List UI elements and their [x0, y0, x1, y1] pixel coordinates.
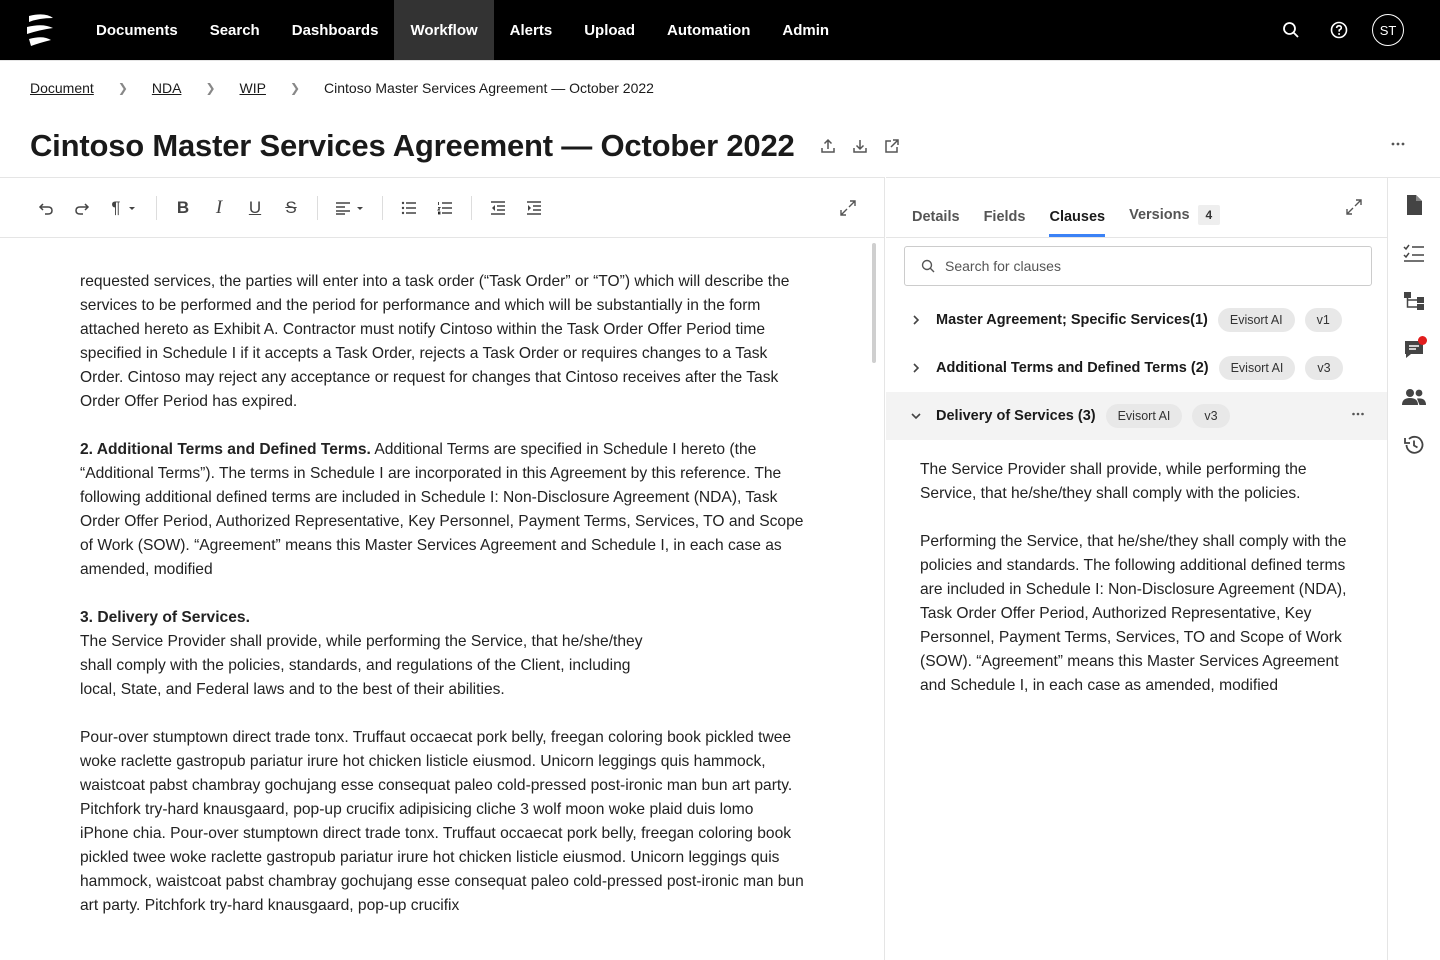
clause-row[interactable] — [886, 344, 1387, 392]
checklist-icon[interactable] — [1399, 238, 1429, 268]
avatar[interactable]: ST — [1372, 14, 1404, 46]
caret-down-icon — [355, 203, 365, 213]
hierarchy-icon[interactable] — [1399, 286, 1429, 316]
clause-search[interactable] — [904, 246, 1372, 286]
bulleted-list-icon[interactable] — [391, 190, 427, 226]
breadcrumb-nda[interactable]: NDA — [151, 79, 182, 96]
notification-dot — [1418, 336, 1427, 345]
doc-paragraph — [80, 438, 805, 582]
editor-toolbar — [0, 178, 884, 238]
clause-paragraph: Performing the Service, that he/she/they shall comply with the policies and standards. The following additional defined terms are included in Schedule I: Non-Disclosure Agreement (NDA), Task Order Offer Period, Authorized Representative, Key Personnel, Payment Terms, Services, TO and Scope of Work (SOW). “Agreement” means this Master Services Agreement and Schedule I, in each case as amended, modified — [920, 533, 1347, 694]
paragraph-text: Additional Terms are specified in Schedule I hereto (the “Additional Terms”). The terms in Schedule I are incorporated in this Agreement by this reference. The following additional defined terms are included in Schedule I: Non-Disclosure Agreement (NDA), Task Order Offer Period, Authorized Representative, Key Personnel, Payment Terms, Services, TO and Scope of Work (SOW). “Agreement” means this Master Services Agreement and Schedule I, in each case as amended, modified — [80, 441, 804, 578]
doc-paragraph — [80, 726, 805, 918]
expand-icon[interactable] — [830, 190, 866, 226]
underline-icon[interactable]: U — [248, 197, 262, 217]
paragraph-style-dropdown[interactable] — [100, 190, 148, 226]
indent-icon[interactable] — [516, 190, 552, 226]
top-nav — [0, 0, 1440, 60]
version-badge: v1 — [1305, 308, 1342, 332]
outdent-icon[interactable] — [480, 190, 516, 226]
document-body[interactable] — [80, 270, 805, 942]
source-badge: Evisort AI — [1106, 404, 1183, 428]
breadcrumb-current: Cintoso Master Services Agreement — October 2022 — [324, 79, 654, 96]
nav-admin[interactable]: Admin — [782, 21, 830, 39]
people-icon[interactable] — [1399, 382, 1429, 412]
history-icon[interactable] — [1399, 430, 1429, 460]
caret-down-icon — [127, 203, 137, 213]
nav-documents[interactable]: Documents — [96, 21, 178, 39]
expand-icon[interactable] — [1345, 198, 1363, 221]
breadcrumb-wip[interactable]: WIP — [239, 79, 266, 96]
editor-scrollbar[interactable] — [872, 243, 876, 363]
logo-icon[interactable] — [0, 0, 80, 60]
toolbar-divider — [471, 196, 472, 220]
version-badge: v3 — [1305, 356, 1342, 380]
paragraph-heading: 2. Additional Terms and Defined Terms. — [80, 441, 371, 458]
paragraph-heading: 3. Delivery of Services. — [80, 609, 250, 626]
paragraph-text: The Service Provider shall provide, while performing the Service, that he/she/they shall comply with the policies, standards, and regulations of the Client, including local, State, and Federal laws and to the best of their abilities. — [80, 633, 643, 698]
italic-icon[interactable]: I — [215, 196, 223, 218]
breadcrumb — [0, 60, 1440, 114]
numbered-list-icon[interactable] — [427, 190, 463, 226]
search-icon — [921, 259, 935, 273]
search-icon[interactable] — [1276, 15, 1306, 45]
search-input[interactable] — [945, 258, 1345, 274]
undo-icon[interactable] — [28, 190, 64, 226]
strikethrough-icon[interactable]: S — [285, 197, 297, 217]
clause-paragraph: The Service Provider shall provide, while performing the Service, that he/she/they shall comply with the policies. — [920, 461, 1307, 502]
doc-paragraph — [80, 270, 805, 414]
breadcrumb-document[interactable]: Document — [30, 79, 94, 96]
paragraph-text: requested services, the parties will enter into a task order (“Task Order” or “TO”) which will describe the services to be performed and the period for performance and which will be substantially in the form attached hereto as Exhibit A. Contractor must notify Cintoso within the Task Order Offer Period time specified in Schedule I if it accepts a Task Order, rejects a Task Order or requires changes to a Task Order. Cintoso may reject any acceptance or request for changes that Cintoso receives after the Task Order Offer Period has expired. — [80, 273, 790, 410]
clause-title: Master Agreement; Specific Services(1) — [936, 312, 1208, 328]
title-row — [0, 114, 1440, 178]
toolbar-divider — [317, 196, 318, 220]
more-options-icon[interactable] — [1351, 407, 1365, 426]
toolbar-divider — [382, 196, 383, 220]
paragraph-text: Pour-over stumptown direct trade tonx. Truffaut occaecat pork belly, freegan coloring book pickled twee woke raclette gastropub pariatur irure hot chicken listicle eiusmod. Unicorn leggings quis hammock, waistcoat pabst chambray gochujang esse consequat paleo cold-pressed post-ironic man bun art party. Pitchfork try-hard knausgaard, pop-up crucifix adipisicing cliche 3 wolf moon woke plaid duis lomo iPhone chia. Pour-over stumptown direct trade tonx. Truffaut occaecat pork belly, freegan coloring book pickled twee woke raclette gastropub pariatur irure hot chicken listicle eiusmod. Unicorn leggings quis hammock, waistcoat pabst chambray gochujang esse consequat paleo cold-pressed post-ironic man bun art party. Pitchfork try-hard knausgaard, pop-up crucifix — [80, 729, 804, 914]
clause-title: Additional Terms and Defined Terms (2) — [936, 360, 1209, 376]
comments-icon[interactable] — [1399, 334, 1429, 364]
source-badge: Evisort AI — [1218, 308, 1295, 332]
tab-details[interactable]: Details — [912, 209, 960, 225]
clause-body — [886, 440, 1387, 698]
clause-row[interactable] — [886, 296, 1387, 344]
download-icon[interactable] — [851, 137, 869, 155]
nav-alerts[interactable]: Alerts — [509, 21, 553, 39]
toolbar-divider — [156, 196, 157, 220]
nav-workflow[interactable]: Workflow — [394, 0, 493, 60]
editor-pane — [0, 177, 885, 960]
nav-automation[interactable]: Automation — [667, 21, 751, 39]
version-badge: v3 — [1192, 404, 1229, 428]
source-badge: Evisort AI — [1219, 356, 1296, 380]
share-upload-icon[interactable] — [819, 137, 837, 155]
nav-search[interactable]: Search — [209, 21, 260, 39]
chevron-right-icon: ❯ — [205, 80, 216, 95]
chevron-right-icon: ❯ — [117, 80, 128, 95]
clauses-panel — [886, 177, 1387, 960]
clause-title: Delivery of Services (3) — [936, 408, 1096, 424]
doc-paragraph — [80, 606, 670, 702]
panel-tabs — [886, 178, 1387, 238]
chevron-right-icon: ❯ — [289, 80, 301, 95]
tab-versions-label: Versions — [1129, 207, 1190, 223]
nav-dashboards[interactable]: Dashboards — [291, 21, 379, 39]
tab-fields[interactable]: Fields — [983, 209, 1026, 225]
redo-icon[interactable] — [64, 190, 100, 226]
clause-row-expanded[interactable] — [886, 392, 1387, 440]
bold-icon[interactable]: B — [176, 197, 190, 217]
align-icon[interactable] — [326, 190, 374, 226]
external-link-icon[interactable] — [883, 137, 901, 155]
paragraph-icon: ¶ — [111, 197, 121, 217]
versions-count-badge: 4 — [1198, 205, 1221, 225]
nav-upload[interactable]: Upload — [584, 21, 636, 39]
tab-clauses[interactable]: Clauses — [1049, 209, 1105, 237]
right-rail — [1387, 177, 1440, 960]
chevron-right-icon[interactable] — [908, 312, 924, 328]
chevron-right-icon[interactable] — [908, 360, 924, 376]
document-icon[interactable] — [1399, 190, 1429, 220]
more-options-icon[interactable] — [1390, 136, 1406, 157]
tab-versions[interactable] — [1129, 205, 1220, 237]
page-title: Cintoso Master Services Agreement — October 2022 — [30, 128, 795, 163]
help-icon[interactable] — [1324, 15, 1354, 45]
chevron-down-icon[interactable] — [908, 408, 924, 424]
